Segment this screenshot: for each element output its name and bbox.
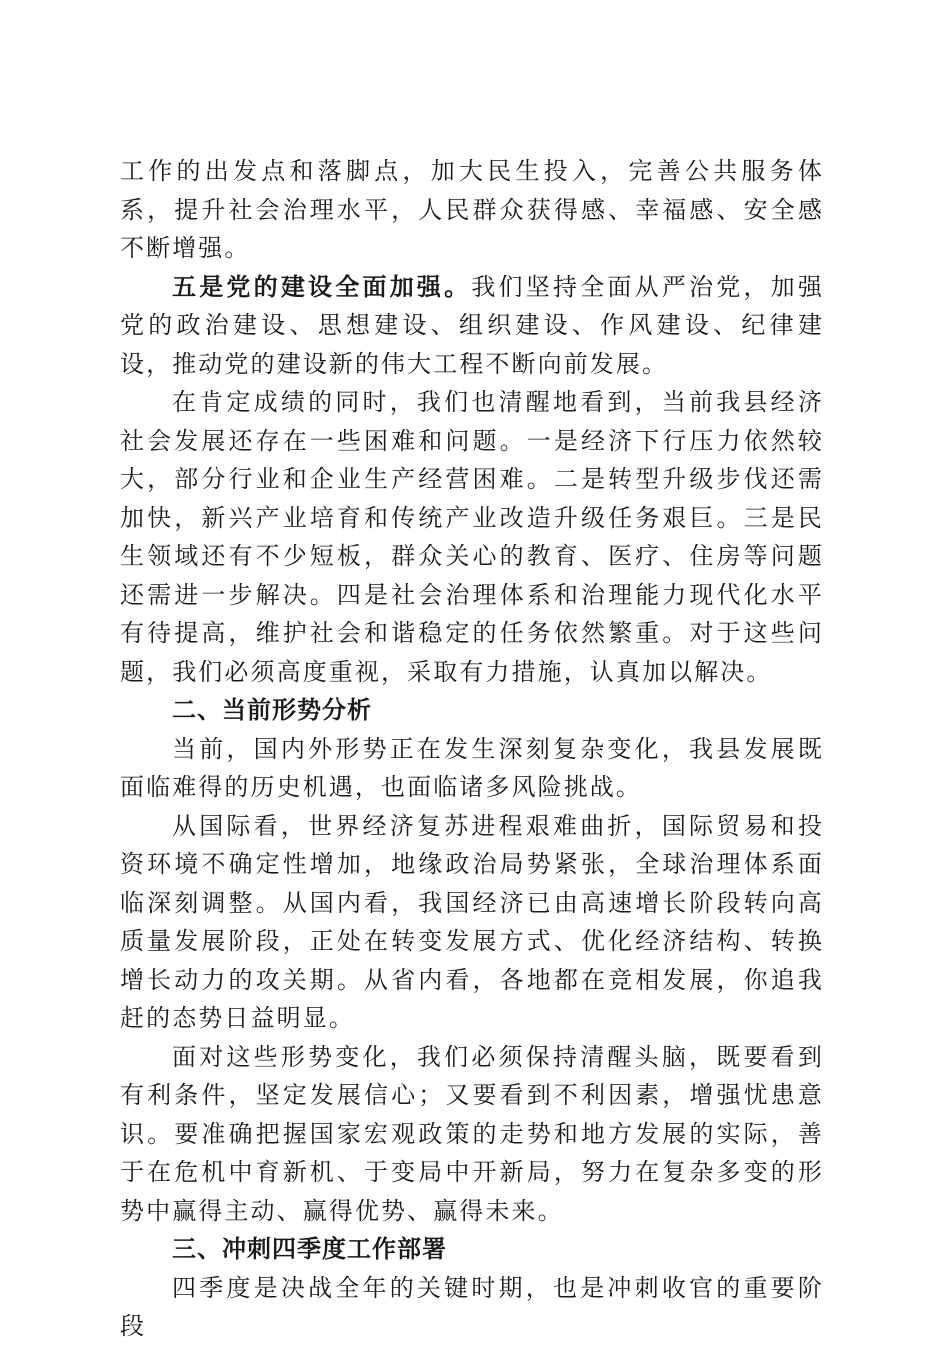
paragraph-situation-intro: 当前，国内外形势正在发生深刻复杂变化，我县发展既面临难得的历史机遇，也面临诸多风险挑战。 (120, 734, 824, 801)
section-heading-situation: 二、当前形势分析 (172, 696, 372, 724)
paragraph-q4-intro: 四季度是决战全年的关键时期，也是冲刺收官的重要阶段 (120, 1273, 824, 1340)
paragraph-situation-response: 面对这些形势变化，我们必须保持清醒头脑，既要看到有利条件，坚定发展信心；又要看到不利因素，增强忧患意识。要准确把握国家宏观政策的走势和地方发展的实际，善于在危机中育新机、于变局中开新局，努力在复杂多变的形势中赢得主动、赢得优势、赢得未来。 (120, 1042, 824, 1225)
paragraph-body-text: 我们坚持全面从严治党，加强党的政治建设、思想建设、组织建设、作风建设、纪律建设，推动党的建设新的伟大工程不断向前发展。 (120, 272, 824, 378)
paragraph-lead-text: 五是党的建设全面加强。 (172, 271, 472, 301)
document-page (120, 152, 824, 1346)
paragraph-problems: 在肯定成绩的同时，我们也清醒地看到，当前我县经济社会发展还存在一些困难和问题。一是经济下行压力依然较大，部分行业和企业生产经营困难。二是转型升级步伐还需加快，新兴产业培育和传统产业改造升级任务艰巨。三是民生领域还有不少短板，群众关心的教育、医疗、住房等问题还需进一步解决。四是社会治理体系和治理能力现代化水平有待提高，维护社会和谐稳定的任务依然繁重。对于这些问题，我们必须高度重视，采取有力措施，认真加以解决。 (120, 388, 824, 686)
paragraph-people-livelihood: 工作的出发点和落脚点，加大民生投入，完善公共服务体系，提升社会治理水平，人民群众获得感、幸福感、安全感不断增强。 (120, 157, 824, 262)
paragraph-situation-detail: 从国际看，世界经济复苏进程艰难曲折，国际贸易和投资环境不确定性增加，地缘政治局势紧张，全球治理体系面临深刻调整。从国内看，我国经济已由高速增长阶段转向高质量发展阶段，正处在转变发展方式、优化经济结构、转换增长动力的攻关期。从省内看，各地都在竞相发展，你追我赶的态势日益明显。 (120, 811, 824, 1032)
paragraph-party-building (120, 268, 824, 384)
section-heading-q4-plan: 三、冲刺四季度工作部署 (172, 1235, 447, 1263)
